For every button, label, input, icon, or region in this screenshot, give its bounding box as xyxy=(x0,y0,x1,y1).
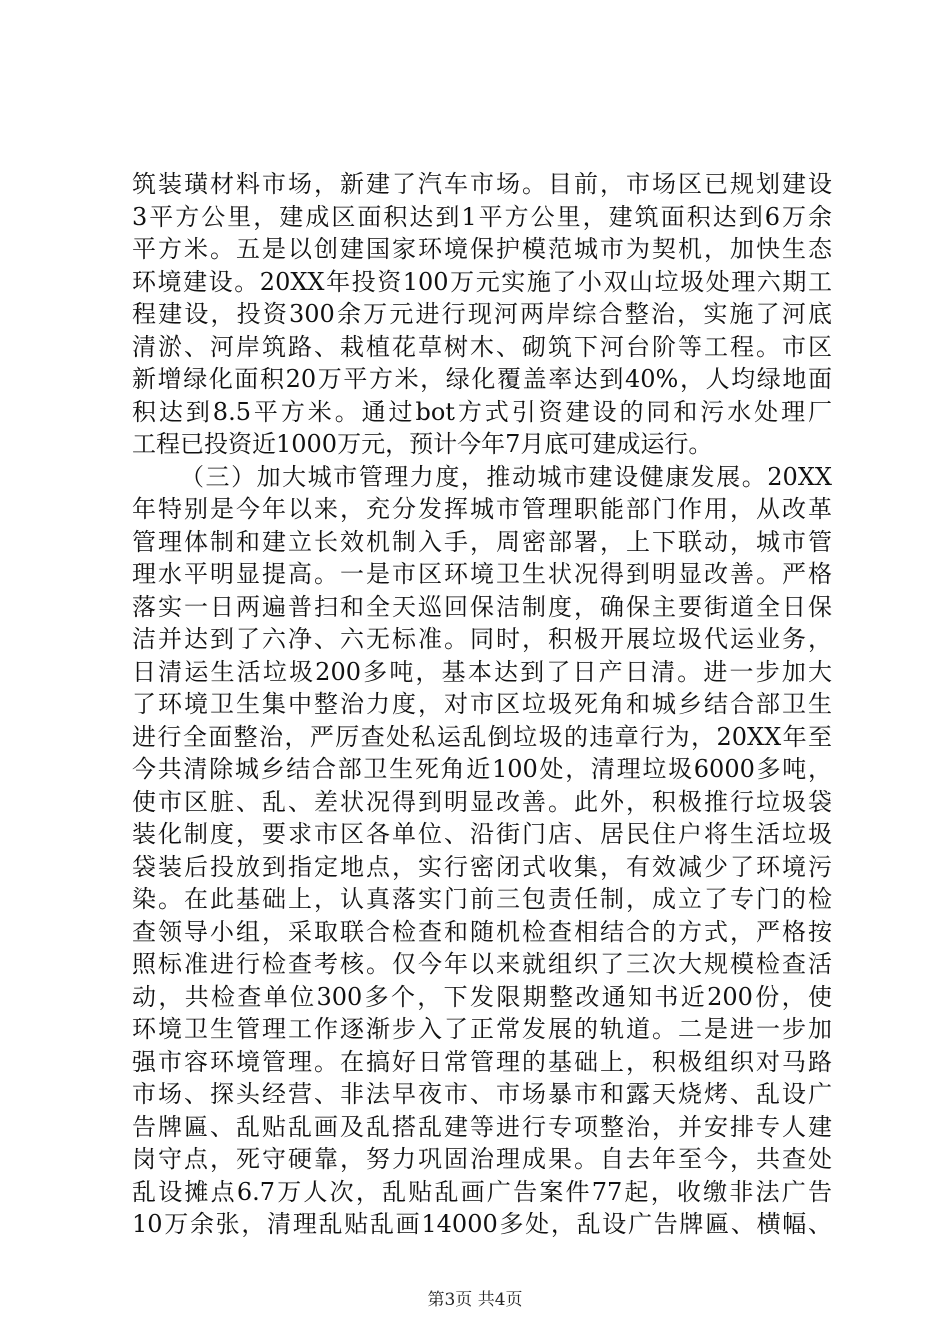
text-line: 今共清除城乡结合部卫生死角近100处，清理垃圾6000多吨， xyxy=(132,755,832,783)
text-line: 工程已投资近1000万元，预计今年7月底可建成运行。 xyxy=(132,430,713,458)
text-line: 环境建设。20XX年投资100万元实施了小双山垃圾处理六期工 xyxy=(132,267,832,296)
text-line: 洁并达到了六净、六无标准。同时，积极开展垃圾代运业务， xyxy=(132,625,832,653)
text-line: 日清运生活垃圾200多吨，基本达到了日产日清。进一步加大 xyxy=(132,657,832,686)
paragraph-start-line: （三）加大城市管理力度，推动城市建设健康发展。20XX xyxy=(180,462,832,491)
text-line: 年特别是今年以来，充分发挥城市管理职能部门作用，从改革 xyxy=(132,495,832,523)
text-line: 强市容环境管理。在搞好日常管理的基础上，积极组织对马路 xyxy=(132,1047,832,1076)
body-text xyxy=(132,168,832,1241)
text-line: 落实一日两遍普扫和全天巡回保洁制度，确保主要街道全日保 xyxy=(132,592,832,621)
text-line: 使市区脏、乱、差状况得到明显改善。此外，积极推行垃圾袋 xyxy=(132,787,832,816)
text-line: 3平方公里，建成区面积达到1平方公里，建筑面积达到6万余 xyxy=(132,202,832,231)
text-line: 装化制度，要求市区各单位、沿街门店、居民住户将生活垃圾 xyxy=(132,820,832,848)
text-line: 进行全面整治，严厉查处私运乱倒垃圾的违章行为，20XX年至 xyxy=(132,722,832,751)
text-line: 环境卫生管理工作逐渐步入了正常发展的轨道。二是进一步加 xyxy=(132,1015,832,1043)
text-line: 乱设摊点6.7万人次，乱贴乱画广告案件77起，收缴非法广告 xyxy=(132,1177,832,1206)
text-line: 清淤、河岸筑路、栽植花草树木、砌筑下河台阶等工程。市区 xyxy=(132,332,832,361)
text-line: 动，共检查单位300多个，下发限期整改通知书近200份，使 xyxy=(132,982,832,1011)
text-line: 告牌匾、乱贴乱画及乱搭乱建等进行专项整治，并安排专人建 xyxy=(132,1112,832,1141)
text-line: 市场、探头经营、非法早夜市、市场暴市和露天烧烤、乱设广 xyxy=(132,1080,832,1108)
text-line: 了环境卫生集中整治力度，对市区垃圾死角和城乡结合部卫生 xyxy=(132,690,832,718)
text-line: 10万余张，清理乱贴乱画14000多处，乱设广告牌匾、横幅、 xyxy=(132,1210,832,1238)
text-line: 管理体制和建立长效机制入手，周密部署，上下联动，城市管 xyxy=(132,527,832,556)
text-line: 程建设，投资300余万元进行现河两岸综合整治，实施了河底 xyxy=(132,300,832,328)
page-footer: 第3页 共4页 xyxy=(427,1290,523,1310)
text-line: 理水平明显提高。一是市区环境卫生状况得到明显改善。严格 xyxy=(132,560,832,588)
text-line: 平方米。五是以创建国家环境保护模范城市为契机，加快生态 xyxy=(132,235,832,263)
text-line: 新增绿化面积20万平方米，绿化覆盖率达到40%，人均绿地面 xyxy=(132,365,832,393)
text-line: 积达到8.5平方米。通过bot方式引资建设的同和污水处理厂 xyxy=(132,397,832,426)
text-line: 岗守点，死守硬靠，努力巩固治理成果。自去年至今，共查处 xyxy=(132,1145,832,1173)
text-line: 筑装璜材料市场，新建了汽车市场。目前，市场区已规划建设 xyxy=(132,170,832,198)
text-line: 照标准进行检查考核。仅今年以来就组织了三次大规模检查活 xyxy=(132,950,832,978)
text-line: 染。在此基础上，认真落实门前三包责任制，成立了专门的检 xyxy=(132,885,832,913)
text-line: 查领导小组，采取联合检查和随机检查相结合的方式，严格按 xyxy=(132,917,832,946)
text-line: 袋装后投放到指定地点，实行密闭式收集，有效减少了环境污 xyxy=(132,852,832,881)
